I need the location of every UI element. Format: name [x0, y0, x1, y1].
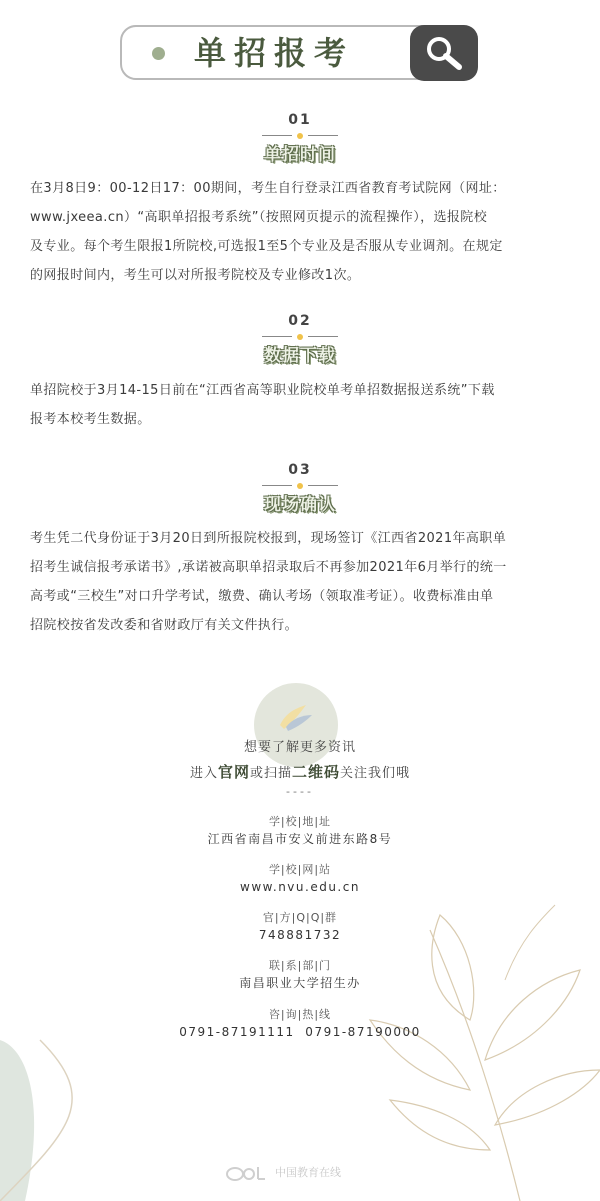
footer-item-qq [0, 910, 600, 944]
search-button[interactable] [410, 25, 478, 81]
footer-item-department [0, 958, 600, 992]
footer-item-address [0, 814, 600, 848]
footer-item-label: 咨|询|热|线 [268, 1008, 332, 1021]
section-body-3 [30, 524, 572, 640]
section-body-2 [30, 376, 572, 434]
text-line: 考生凭二代身份证于3月20日到所报院校报到，现场签订《江西省2021年高职单 [30, 531, 507, 546]
footer-item-label: 学|校|网|站 [268, 863, 332, 876]
text-line: 的网报时间内，考生可以对所报考院校及专业修改1次。 [30, 268, 361, 283]
footer-item-value: 0791-87191111 0791-87190000 [179, 1025, 421, 1039]
section-number: 03 [288, 462, 312, 478]
watermark [225, 1162, 375, 1184]
follow-text: 进入 [189, 766, 218, 781]
footer-intro: 想要了解更多资讯 [243, 740, 356, 755]
text-line: 及专业。每个考生限报1所院校,可选报1至5个专业及是否服从专业调剂。在规定 [30, 239, 503, 254]
footer-item-label: 学|校|地|址 [268, 815, 332, 828]
text-line: 报考本校考生数据。 [30, 412, 151, 427]
follow-text: 或扫描 [249, 766, 292, 781]
text-line: 在3月8日9：00-12日17：00期间，考生自行登录江西省教育考试院网（网址： [30, 181, 506, 196]
section-heading-3 [0, 461, 600, 517]
text-line: 招院校按省发改委和省财政厅有关文件执行。 [30, 618, 299, 633]
section-number: 01 [288, 112, 312, 128]
page-title: 单招报考 [194, 34, 355, 72]
section-number: 02 [288, 313, 312, 329]
footer-item-value: 江西省南昌市安义前进东路8号 [207, 832, 393, 846]
text-line: 单招院校于3月14-15日前在“江西省高等职业院校单考单招数据报送系统”下载 [30, 383, 495, 398]
leaf-decoration-icon [0, 900, 600, 1201]
section-title: 数据下载 [264, 346, 336, 366]
book-icon [276, 699, 316, 739]
section-divider [262, 131, 338, 141]
text-line: 高考或“三校生”对口升学考试，缴费、确认考场（领取准考证）。收费标准由单 [30, 589, 494, 604]
eol-logo-icon [225, 1164, 269, 1182]
follow-text: 关注我们哦 [340, 766, 411, 781]
footer-item-label: 官|方|Q|Q|群 [262, 911, 338, 924]
watermark-text: 中国教育在线 [275, 1166, 341, 1179]
footer-dashes: ---- [286, 785, 314, 798]
section-heading-2 [0, 312, 600, 368]
section-title: 单招时间 [264, 145, 336, 165]
section-title: 现场确认 [264, 495, 336, 515]
text-line: 招考生诚信报考承诺书》,承诺被高职单招录取后不再参加2021年6月举行的统一 [30, 560, 507, 575]
footer-follow [0, 762, 600, 784]
section-divider [262, 332, 338, 342]
footer-item-value: 748881732 [258, 928, 342, 942]
section-heading-1 [0, 111, 600, 167]
section-divider [262, 481, 338, 491]
section-body-1 [30, 174, 572, 290]
footer-item-hotline [0, 1007, 600, 1041]
footer-item-value: 南昌职业大学招生办 [239, 976, 361, 990]
follow-highlight-website: 官网 [217, 763, 250, 781]
follow-highlight-qrcode: 二维码 [292, 763, 341, 781]
footer-item-website [0, 862, 600, 896]
footer-item-value[interactable]: www.nvu.edu.cn [240, 880, 360, 894]
title-dot-icon [152, 47, 165, 60]
footer-item-label: 联|系|部|门 [268, 959, 332, 972]
search-icon [424, 34, 466, 72]
text-line: www.jxeea.cn）“高职单招报考系统”（按照网页提示的流程操作），选报院校 [30, 210, 488, 225]
